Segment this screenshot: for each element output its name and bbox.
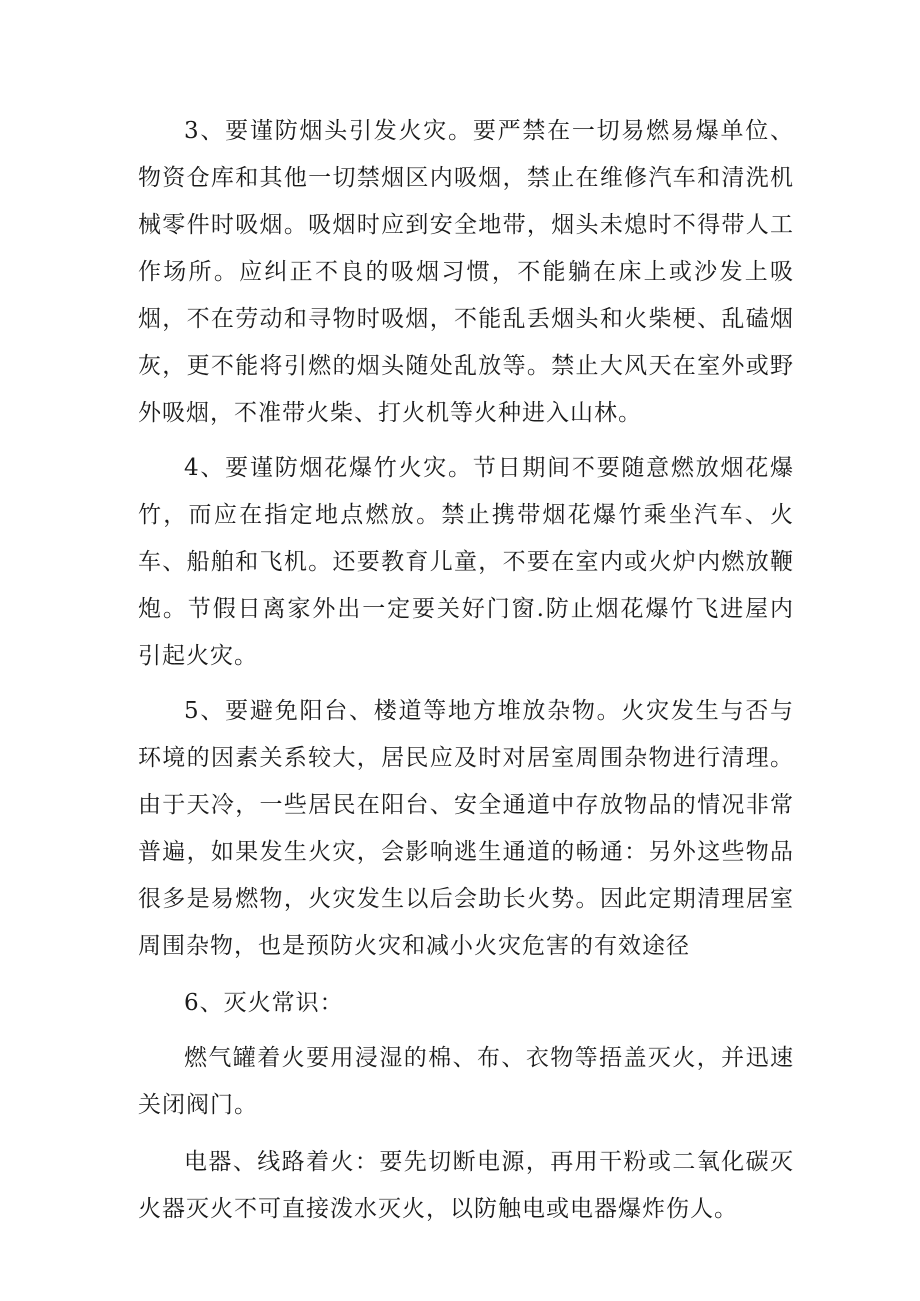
paragraph-firefighting-heading: 6、灭火常识： (184, 990, 344, 1016)
paragraph-cigarette-fire: 3、要谨防烟头引发火灾。要严禁在一切易燃易爆单位、物资仓库和其他一切禁烟区内吸烟，禁止在维修汽车和清洗机械零件时吸烟。吸烟时应到安全地带，烟头未熄时不得带人工作场所。应纠正不良的吸烟习惯，不能躺在床上或沙发上吸烟，不在劳动和寻物时吸烟，不能乱丢烟头和火柴梗、乱磕烟灰，更不能将引燃的烟头随处乱放等。禁止大风天在室外或野外吸烟，不准带火柴、打火机等火种进入山林。 (138, 118, 794, 426)
paragraph-electrical-fire: 电器、线路着火：要先切断电源，再用干粉或二氧化碳灭火器灭火不可直接泼水灭火，以防触电或电器爆炸伤人。 (138, 1149, 794, 1222)
paragraph-gas-tank-fire: 燃气罐着火要用浸湿的棉、布、衣物等捂盖灭火，并迅速关闭阀门。 (138, 1045, 794, 1118)
document-body (138, 108, 794, 1233)
paragraph-fireworks-fire: 4、要谨防烟花爆竹火灾。节日期间不要随意燃放烟花爆竹，而应在指定地点燃放。禁止携带烟花爆竹乘坐汽车、火车、船舶和飞机。还要教育儿童，不要在室内或火炉内燃放鞭炮。节假日离家外出一定要关好门窗.防止烟花爆竹飞进屋内引起火灾。 (138, 455, 794, 669)
paragraph-clutter-storage: 5、要避免阳台、楼道等地方堆放杂物。火灾发生与否与环境的因素关系较大，居民应及时对居室周围杂物进行清理。由于天冷，一些居民在阳台、安全通道中存放物品的情况非常普遍，如果发生火灾，会影响逃生通道的畅通：另外这些物品很多是易燃物，火灾发生以后会助长火势。因此定期清理居室周围杂物，也是预防火灾和减小火灾危害的有效途径 (138, 698, 794, 959)
